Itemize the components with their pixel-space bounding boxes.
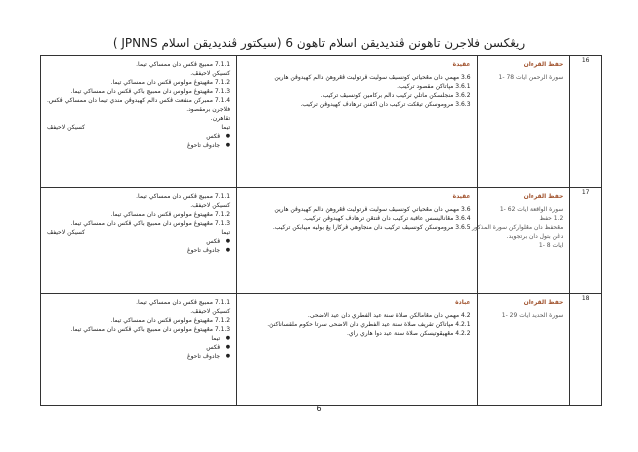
content-line: سورة الواقعة ايات 62 -1 [499,206,564,213]
standard-block [237,294,476,342]
standard-line: 3.6 مهمي دان مڠحياتي کونسيڤ سوليت ڤرتوليت ڤڠروهڽ دالم کهيدوڤن هارين [274,206,471,213]
objective-pair-item: کسيکن لاحيفڤ [47,229,85,236]
standard-line: 4.2.1 مڽاتاکن تقريف صلاة سنة عيد الفطري دان الاضحى سرتا حکوم ملقساناکنڽ. [267,321,471,328]
objective-pair-item: کسيکن لاحيفڤ [47,124,85,131]
objective-bullet: جادوڤ تاحوڠ ● [47,141,230,150]
objective-bullet: ڤکس ● [47,237,230,246]
objective-line: 7.1.3 مڠهيتوڠ مولوس دان ممبيچ باکي ڤکس دان ممساکي تيما. [70,220,231,227]
page-number: 6 [316,404,322,413]
objective-pair-item: تيما [221,229,231,236]
objectives-cell [41,294,237,406]
objectives-cell [41,188,237,294]
standard-line: 4.2.2 مڠهيڤوتيسکن صلاة سنة عيد دوا هاري راي. [346,330,471,337]
table-row [41,56,602,188]
standard-line: 4.2 مهمي دان مڠامالکن صلاة سنة عيد الفطري دان عيد الاضحى. [307,312,471,319]
objective-line: 7.1.2 مڠهيتوڠ مولوس ڤکس دان ممساکي تيما. [110,211,231,218]
content-block [471,188,570,254]
standard-line: 3.6.2 منجلسکن ماتلي ترکيب دالم برکامين کونسيڤ ترکيب. [320,92,471,99]
standard-heading: عقيدة [452,61,471,68]
objective-pair [47,123,230,132]
content-line: دڠن بتول دان برتجويد. [506,233,564,240]
standard-block [237,56,476,113]
objective-bullet: ڤکس ● [47,132,230,141]
objective-line: فلاجرن برمقصود. [186,106,231,113]
content-line: مڠحفظ دان مڠلوارکن سورة المذکور [471,224,564,231]
content-block [478,294,570,324]
objective-line: 7.1.2 مڠهيتوڠ مولوس ڤکس دان ممساکي تيما. [110,79,231,86]
objective-bullet: تيما ● [47,334,230,343]
objective-line: 7.1.1 ممبيچ ڤکس دان ممساکي تيما. [136,193,231,200]
content-line: سورة الرحمن ايات 78 -1 [498,74,564,81]
content-line: 1.2 حفظ [539,215,564,222]
objectives-block [41,294,236,365]
objectives-cell [41,56,237,188]
standard-cell [237,294,477,406]
objective-bullet: جادوڤ تاحوڠ ● [47,246,230,255]
objective-line: 7.1.2 مڠهيتوڠ مولوس ڤکس دان ممساکي تيما. [110,317,231,324]
objective-line: کسيکن لاحيفڤ. [190,70,231,77]
standard-cell [237,188,477,294]
objective-line: تقاهرن. [210,115,231,122]
content-cell [477,56,570,188]
standard-line: 3.6.3 مروموسکن تيڠکت ترکيب دان اکفنن ترهادڤ کهيدوڤن ترکيب. [300,101,471,108]
objective-bullet: جادوڤ تاحوڠ ● [47,352,230,361]
content-heading: حفظ القرءان [523,193,564,200]
week-number: 18 [570,294,602,406]
standard-line: 3.6 مهمي دان مڠحياتي کونسيڤ سوليت ڤرتوليت ڤڠروهڽ دالم کهيدوڤن هارين [274,74,471,81]
standard-line: 3.6.1 مڽاتاکن مقصود ترکيب. [397,83,471,90]
table-row [41,188,602,294]
week-number: 17 [570,188,602,294]
page-title: ريڠکسن فلاجرن تاهونن ڤنديديقن اسلام تاهون 6 (سيکتور ڤنديديقن اسلام JPNNS ) [112,36,526,50]
objective-line: 7.1.4 ممبرکن منفعت ڤکس دالم کهيدوڤن مندي تيما دان ممساکي ڤکس. [46,97,231,104]
objective-line: 7.1.1 ممبيچ ڤکس دان ممساکي تيما. [136,61,231,68]
standard-heading: عقيدة [452,193,471,200]
content-block [478,56,570,86]
table-row [41,294,602,406]
objective-line: 7.1.3 مڠهيتوڠ مولوس دان ممبيچ باکي ڤکس دان ممساکي تيما. [70,326,231,333]
content-line: سورة الحديد ايات 29 -1 [501,312,564,319]
standard-heading: عبادة [455,299,471,306]
standard-line: 3.6.4 مڠاناليسس عاقبة ترکيب دان ڤنتڠن ترهادڤ کهيدوڤن ترکيب. [303,215,471,222]
objectives-block [41,56,236,154]
objective-pair [47,228,230,237]
content-heading: حفظ القرءان [523,61,564,68]
content-line: ايات 8 -1 [538,242,564,249]
standard-line: 3.6.5 مروموسکن کونسيڤ ترکيب دان منجاوهي ڤرکارا يڠ بوليه مڽبابکن ترکيب. [272,224,471,231]
content-heading: حفظ القرءان [523,299,564,306]
objective-line: 7.1.3 مڠهيتوڠ مولوس دان ممبيچ باکي ڤکس دان ممساکي تيما. [70,88,231,95]
objective-line: 7.1.1 ممبيچ ڤکس دان ممساکي تيما. [136,299,231,306]
objective-bullet: ڤکس ● [47,343,230,352]
content-cell [477,294,570,406]
week-number: 16 [570,56,602,188]
standard-cell [237,56,477,188]
objective-line: کسيکن لاحيفڤ. [190,308,231,315]
objective-line: کسيکن لاحيفڤ. [190,202,231,209]
lesson-plan-body [41,56,602,406]
lesson-plan-table [40,55,602,406]
objectives-block [41,188,236,259]
content-cell [471,188,570,294]
objective-pair-item: تيما [221,124,231,131]
standard-block [237,188,476,236]
